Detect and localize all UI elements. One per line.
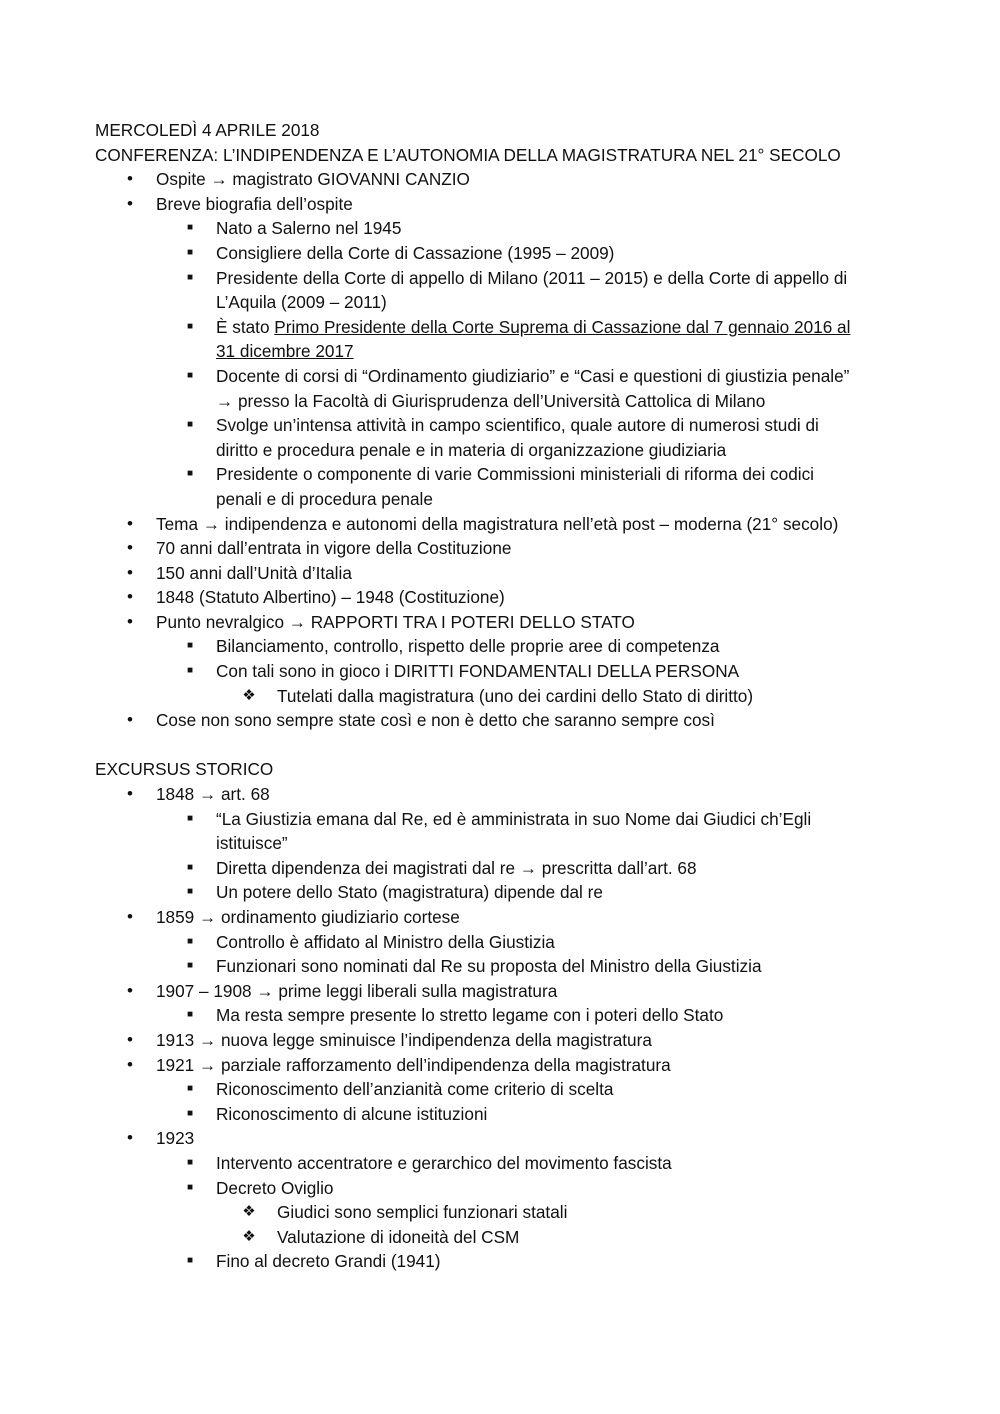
list-item-bio-heading [95,192,915,217]
list-item-text: Consigliere della Corte di Cassazione (1995 – 2009) [216,242,615,263]
list-item-1923 [95,1126,915,1151]
list-item-anzianita [95,1077,915,1102]
square-marker: ■ [186,812,194,824]
list-item-oviglio [95,1176,915,1201]
bullet-marker: • [127,169,133,189]
list-item-potere [95,880,915,905]
list-item-text: 1848 → art. 68 [156,784,270,805]
square-marker: ■ [186,960,194,972]
bullet-marker: • [127,907,133,926]
square-marker: ■ [186,861,194,873]
square-marker: ■ [186,1009,194,1021]
list-item-cose [95,708,915,733]
list-item-text: Tema → indipendenza e autonomi della magistratura nell’età post – moderna (21° secolo) [156,513,839,534]
list-item-funzionari [95,954,915,979]
list-item-text: Nato a Salerno nel 1945 [216,218,402,239]
bullet-marker: • [127,611,133,631]
list-item-text: 70 anni dall’entrata in vigore della Costituzione [156,538,512,559]
list-item-born [95,216,915,241]
square-marker: ■ [186,271,194,283]
list-item-costituzione [95,536,915,561]
list-item-text: Un potere dello Stato (magistratura) dipende dal re [216,882,603,903]
square-marker: ■ [186,640,194,652]
list-item-intervento [95,1151,915,1176]
list-item-docente [95,364,915,413]
document-page [95,118,915,1274]
square-marker: ■ [186,320,194,332]
conference-title: CONFERENZA: L’INDIPENDENZA E L’AUTONOMIA DELLA MAGISTRATURA NEL 21° SECOLO [95,144,841,165]
list-item-attivita [95,413,915,462]
bullet-marker: • [127,513,133,533]
list-item-1848 [95,782,915,807]
square-marker: ■ [186,1107,194,1119]
list-item-bilanciamento [95,634,915,659]
list-item-text: 1859 → ordinamento giudiziario cortese [156,907,460,927]
square-marker: ■ [186,222,194,234]
list-item-text-line [216,339,915,364]
list-item-text: Cose non sono sempre state così e non è detto che saranno sempre così [156,710,715,731]
list-item-text: Funzionari sono nominati dal Re su proposta del Ministro della Giustizia [216,956,762,977]
bullet-marker: • [127,710,133,730]
square-marker: ■ [186,886,194,898]
bullet-marker: • [127,538,133,558]
bullet-marker: • [127,980,133,1000]
underlined-text: 31 dicembre 2017 [216,341,354,362]
bullet-marker: • [127,1128,133,1148]
list-item-text: Riconoscimento dell’anzianità come criterio di scelta [216,1079,614,1100]
diamond-marker: ❖ [242,686,256,704]
list-item-presidente [95,266,915,315]
bullet-marker: • [127,1029,133,1049]
list-item-text-line: → presso la Facoltà di Giurisprudenza dell’Università Cattolica di Milano [216,390,766,411]
list-item-quote [95,807,915,856]
list-item-consigliere [95,241,915,266]
square-marker: ■ [186,1181,194,1193]
list-item-text: Intervento accentratore e gerarchico del movimento fascista [216,1152,672,1173]
list-item-guest [95,167,915,192]
bullet-marker: • [127,193,133,213]
list-item-text: Riconoscimento di alcune istituzioni [216,1103,488,1124]
list-item-dipendenza [95,856,915,881]
square-marker: ■ [186,935,194,947]
square-marker: ■ [186,468,194,480]
list-item-text-line [216,315,915,340]
bullet-marker: • [127,1054,133,1074]
bullet-marker: • [127,784,133,804]
list-item-grandi [95,1249,915,1274]
list-item-text: Controllo è affidato al Ministro della Giustizia [216,931,555,952]
list-item-tutelati [95,684,915,709]
list-item-text: 1921 → parziale rafforzamento dell’indipendenza della magistratura [156,1054,671,1075]
list-item-unita [95,561,915,586]
list-item-text: Bilanciamento, controllo, rispetto delle proprie aree di competenza [216,636,720,657]
diamond-marker: ❖ [242,1227,256,1245]
list-item-diritti [95,659,915,684]
list-item-text: Con tali sono in gioco i DIRITTI FONDAMENTALI DELLA PERSONA [216,661,740,682]
square-marker: ■ [186,1083,194,1095]
section-heading-excursus: EXCURSUS STORICO [95,759,274,780]
list-item-controllo [95,930,915,955]
list-item-1859 [95,905,915,930]
list-item-1907 [95,979,915,1004]
list-item-text: 1907 – 1908 → prime leggi liberali sulla magistratura [156,980,558,1001]
document-date: MERCOLEDÌ 4 APRILE 2018 [95,120,320,140]
list-item-commissioni [95,462,915,511]
list-item-valutazione [95,1225,915,1250]
conference-notes-list [95,167,915,733]
list-item-1921 [95,1053,915,1078]
list-item-giudici [95,1200,915,1225]
square-marker: ■ [186,369,194,381]
list-item-istituzioni [95,1102,915,1127]
bullet-marker: • [127,587,133,607]
section-spacer [95,733,915,758]
list-item-text: Fino al decreto Grandi (1941) [216,1251,441,1272]
list-item-punto [95,610,915,635]
list-item-text: Breve biografia dell’ospite [156,193,353,214]
list-item-date-range [95,585,915,610]
list-item-legame [95,1003,915,1028]
list-item-text-line: L’Aquila (2009 – 2011) [216,292,387,313]
bullet-marker: • [127,562,133,582]
list-item-text: 150 anni dall’Unità d’Italia [156,562,352,583]
list-item-text-line: Docente di corsi di “Ordinamento giudiziario” e “Casi e questioni di giustizia penale” [216,365,850,386]
list-item-text-line: Presidente o componente di varie Commissioni ministeriali di riforma dei codici [216,464,814,485]
list-item-1913 [95,1028,915,1053]
list-item-text-prefix: È stato [216,316,275,337]
list-item-text: Punto nevralgico → RAPPORTI TRA I POTERI DELLO STATO [156,611,635,632]
underlined-text: Primo Presidente della Corte Suprema di Cassazione dal 7 gennaio 2016 al [274,316,851,337]
list-item-text-line: diritto e procedura penale e in materia di organizzazione giudiziaria [216,439,727,460]
square-marker: ■ [186,665,194,677]
list-item-text-line: Presidente della Corte di appello di Milano (2011 – 2015) e della Corte di appello di [216,267,848,288]
list-item-text: Valutazione di idoneità del CSM [277,1226,520,1247]
square-marker: ■ [186,1255,194,1267]
diamond-marker: ❖ [242,1203,256,1221]
square-marker: ■ [186,419,194,431]
list-item-text: 1923 [156,1128,195,1149]
list-item-primo-presidente [95,315,915,364]
list-item-text: 1848 (Statuto Albertino) – 1948 (Costituzione) [156,587,505,608]
list-item-text-line: Svolge un’intensa attività in campo scientifico, quale autore di numerosi studi di [216,415,819,436]
list-item-text: Giudici sono semplici funzionari statali [277,1202,568,1223]
square-marker: ■ [186,1156,194,1168]
list-item-text-line: “La Giustizia emana dal Re, ed è amministrata in suo Nome dai Giudici ch’Egli [216,808,812,829]
square-marker: ■ [186,246,194,258]
list-item-text: Tutelati dalla magistratura (uno dei cardini dello Stato di diritto) [277,685,754,706]
excursus-list [95,782,915,1274]
list-item-text: Ma resta sempre presente lo stretto legame con i poteri dello Stato [216,1005,724,1026]
list-item-text: 1913 → nuova legge sminuisce l’indipendenza della magistratura [156,1029,652,1050]
list-item-text: Decreto Oviglio [216,1177,334,1198]
list-item-text: Diretta dipendenza dei magistrati dal re → prescritta dall’art. 68 [216,857,697,878]
list-item-tema [95,512,915,537]
list-item-text: Ospite → magistrato GIOVANNI CANZIO [156,169,470,190]
list-item-text-line: istituisce” [216,833,288,854]
list-item-text-line: penali e di procedura penale [216,488,433,509]
